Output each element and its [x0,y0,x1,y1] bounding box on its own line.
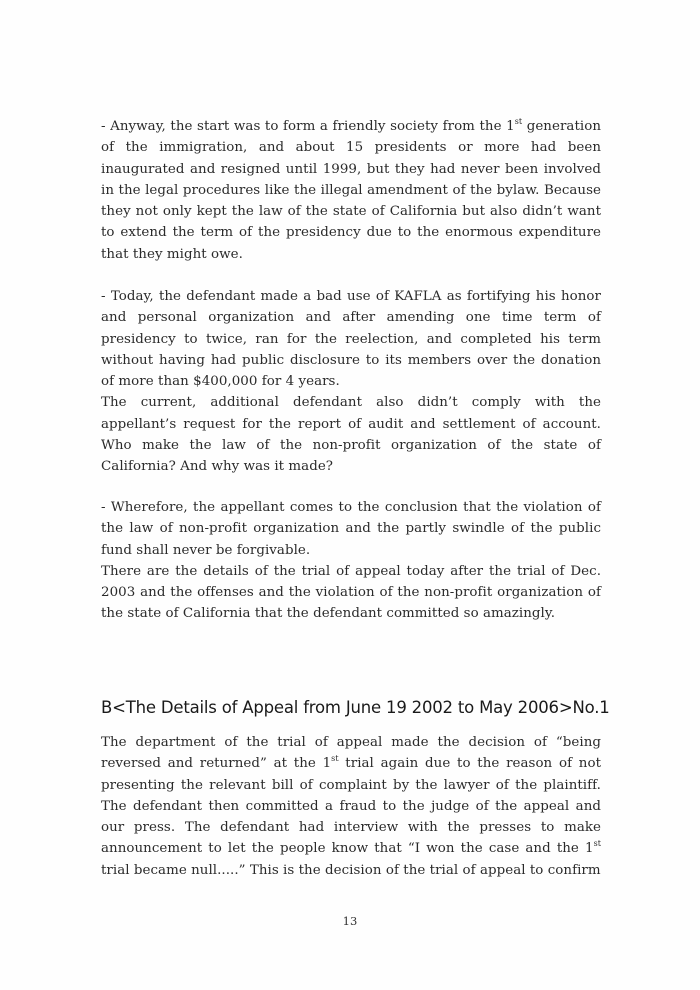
paragraph-text: - Wherefore, the appellant comes to the conclusion that the violation of the law of non-profit organization and the partly swindle of the public fund shall never be forgivable. [101,500,601,558]
paragraph-text: The current, additional defendant also didn’t comply with the appellant’s request for the report of audit and settlement of account. Who make the law of the non-profit organization of the state of California? And why was it made? [101,395,601,475]
paragraph-appeal-details [101,732,601,881]
text-run: trial became null.....” This is the decision of the trial of appeal to confirm [101,862,601,878]
superscript: st [331,754,339,764]
paragraph-wherefore [101,497,601,625]
text-run: The department of the trial of appeal made the decision of “being reversed and returned” at the 1 [101,735,601,772]
paragraph-today [101,286,601,478]
paragraph-text [101,116,601,265]
text-run: generation of the immigration, and about 15 presidents or more had been inaugurated and resigned until 1999, but they had never been involved in the legal procedures like the illegal amendment of the bylaw. Because they not only kept the law of the state of California but also didn’t want to extend the term of the presidency due to the enormous expenditure that they might owe. [101,119,601,262]
paragraph-anyway [101,116,601,265]
paragraph-text [101,732,601,881]
page-number: 13 [342,914,358,928]
paragraph-text: There are the details of the trial of appeal today after the trial of Dec. 2003 and the offenses and the violation of the non-profit organization of the state of California that the defendant committed so amazingly. [101,563,601,622]
text-run: trial again due to the reason of not presenting the relevant bill of complaint by the lawyer of the plaintiff. The defendant then committed a fraud to the judge of the appeal and our press. The defendant had interview with the presses to make announcement to let the people know that “I won the case and the 1 [101,756,602,857]
superscript: st [514,117,523,126]
superscript: st [593,839,601,849]
section-heading: B<The Details of Appeal from June 19 2002 to May 2006>No.1 [101,698,610,717]
text-run: - Anyway, the start was to form a friendly society from the 1 [101,119,515,134]
paragraph-text: - Today, the defendant made a bad use of KAFLA as fortifying his honor and personal organization and after amending one time term of presidency to twice, ran for the reelection, and completed his term without having had public disclosure to its members over the donation of more than $400,000 for 4 years. [101,289,601,390]
